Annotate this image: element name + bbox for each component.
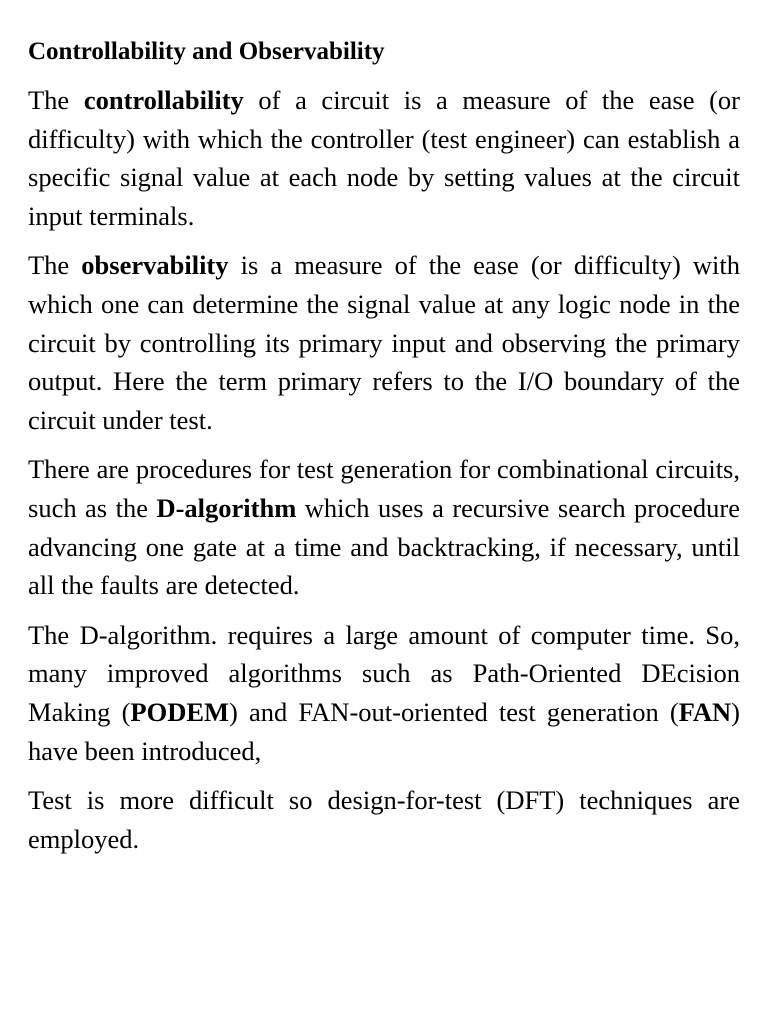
paragraph-dft xyxy=(28,781,740,858)
para-text: The xyxy=(28,85,84,115)
para-text: The D-algorithm. requires a large amount of computer time. So, many improved algorithms such as Path-Oriented DEcision Making ( xyxy=(28,619,740,727)
paragraph-controllability xyxy=(28,81,740,235)
para-text: of a circuit is a measure of the ease (or difficulty) with which the controller (test engineer) can establish a specific signal value at each node by setting values at the circuit input terminals. xyxy=(28,85,740,231)
para-text: ) have been introduced, xyxy=(28,696,740,766)
para-text: which uses a recursive search procedure advancing one gate at a time and backtracking, if necessary, until all the faults are detected. xyxy=(28,492,740,601)
para-text: The xyxy=(28,250,82,281)
para-text: ) and FAN-out-oriented test generation ( xyxy=(229,696,679,727)
paragraph-observability xyxy=(28,246,740,439)
document-page xyxy=(28,34,740,869)
term-d-algorithm: D-algorithm xyxy=(156,492,297,523)
term-observability: observability xyxy=(81,250,229,281)
term-fan: FAN xyxy=(678,696,732,727)
paragraph-d-algorithm xyxy=(28,450,740,604)
term-controllability: controllability xyxy=(83,85,244,115)
para-text: is a measure of the ease (or difficulty) with which one can determine the signal value at any logic node in the circuit by controlling its primary input and observing the primary output. Here the term primary refers to the I/O boundary of the circuit under test. xyxy=(28,250,740,435)
paragraph-improved-algorithms xyxy=(28,616,740,770)
para-text: There are procedures for test generation for combinational circuits, such as the xyxy=(28,454,740,523)
section-heading: Controllability and Observability xyxy=(28,38,385,65)
para-text: Test is more difficult so design-for-test (DFT) techniques are employed. xyxy=(28,785,740,854)
term-podem: PODEM xyxy=(130,696,230,727)
